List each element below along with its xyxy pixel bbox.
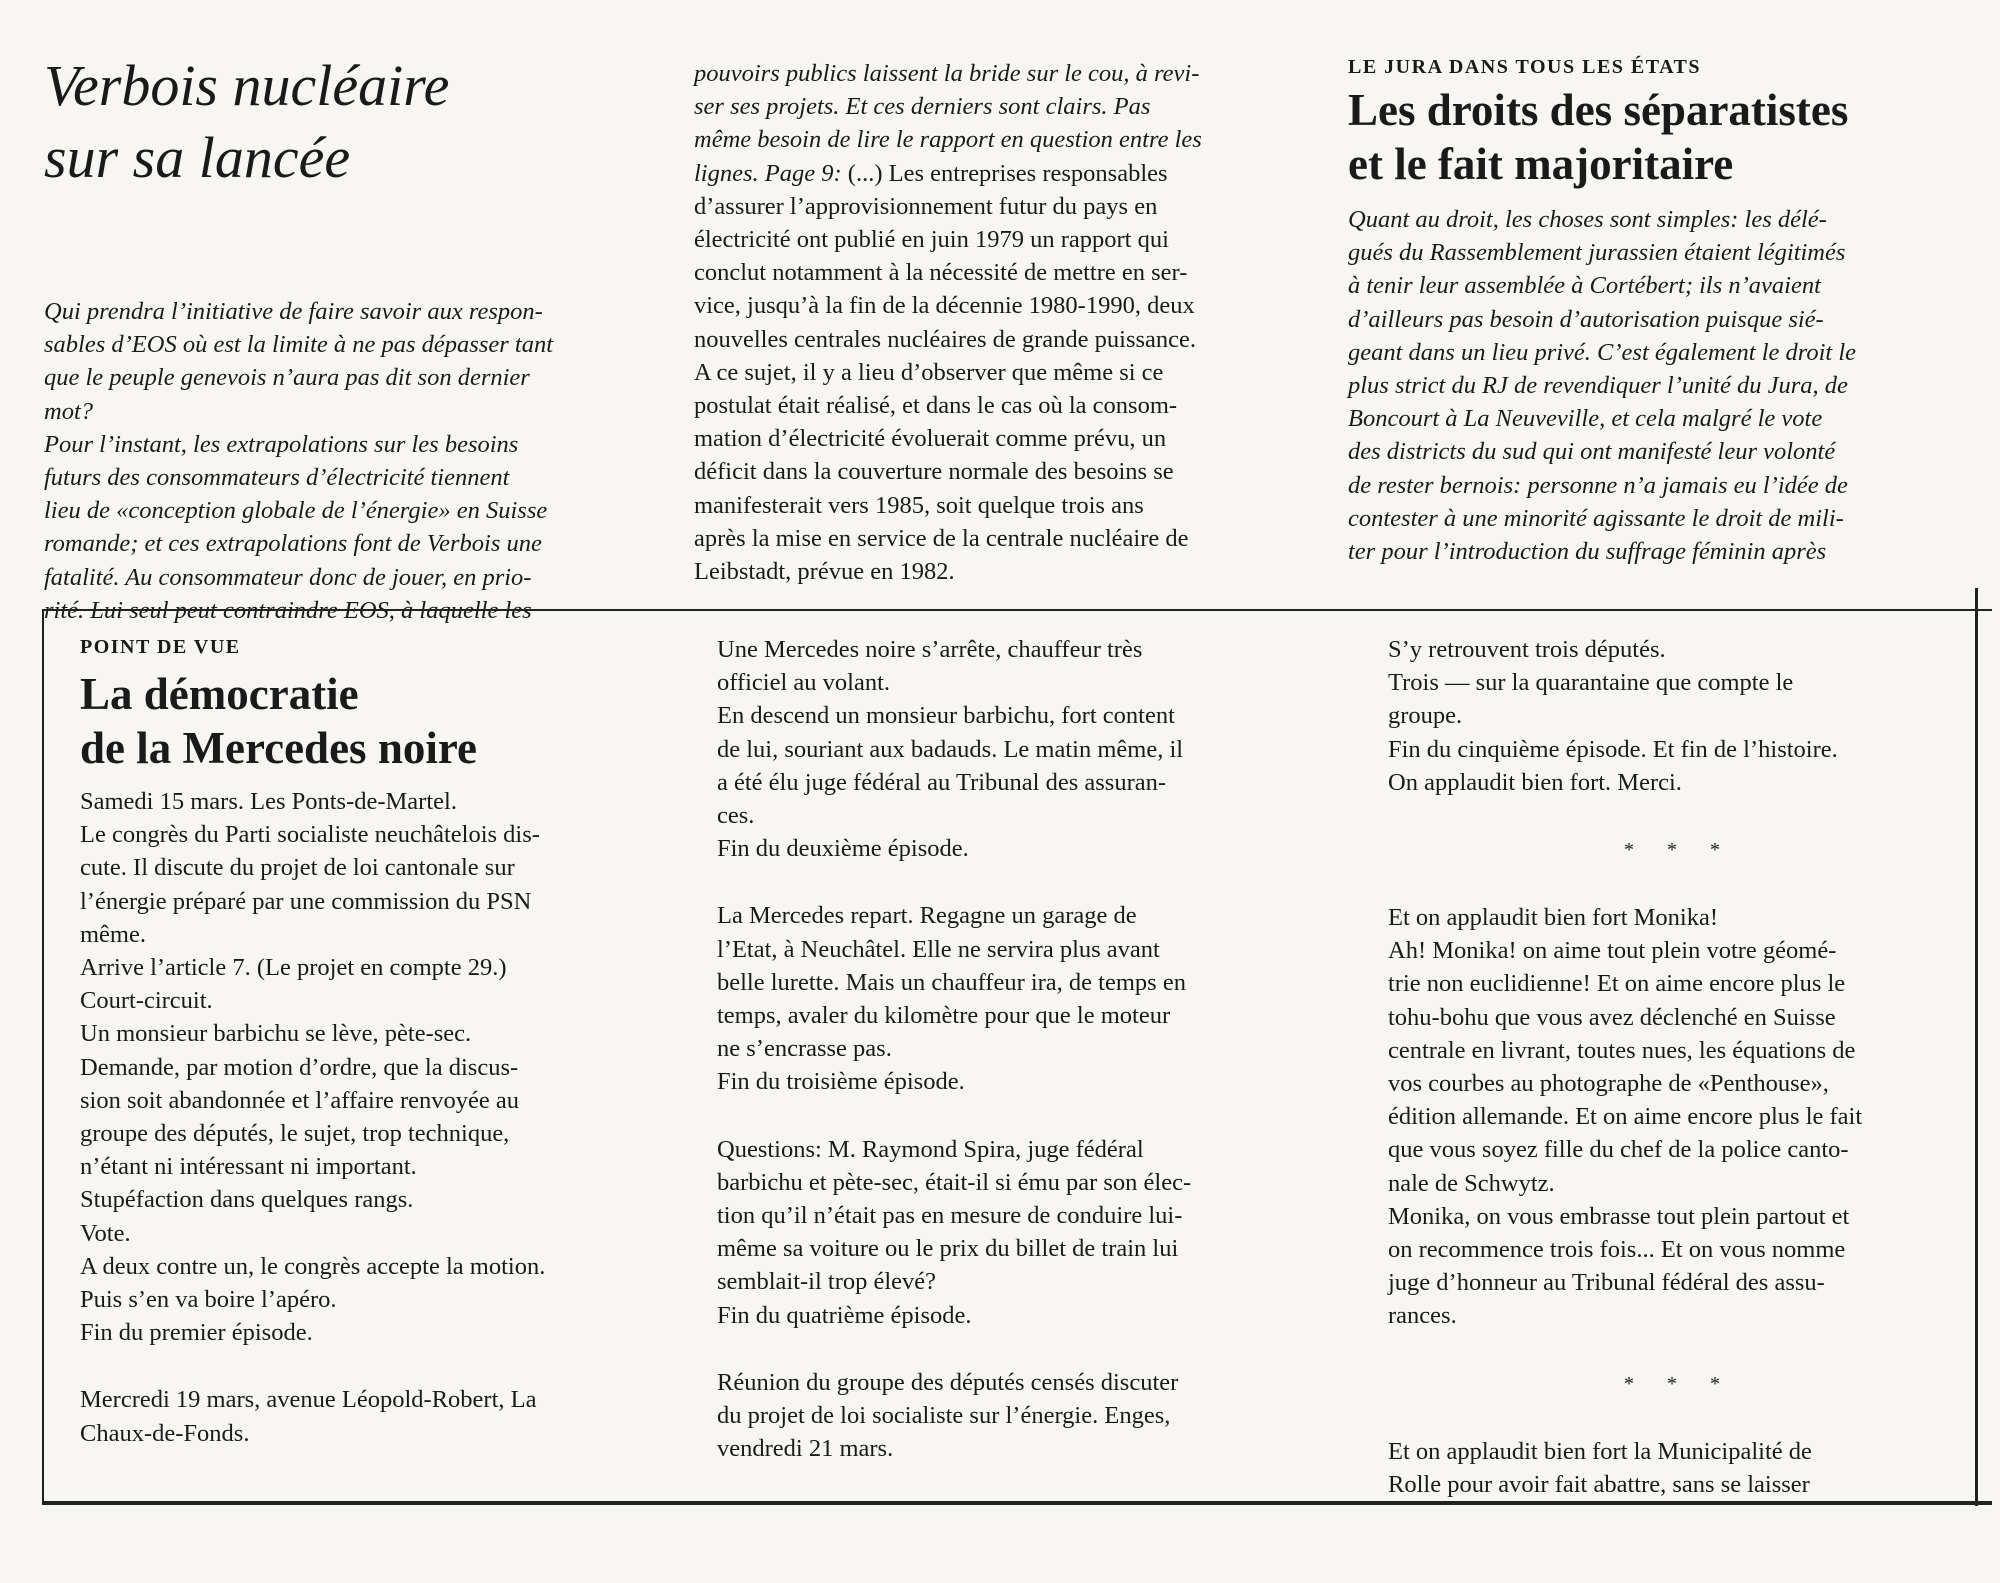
article1-column2 bbox=[694, 57, 1311, 588]
text-line: En descend un monsieur barbichu, fort content bbox=[717, 702, 1175, 730]
text-line: Leibstadt, prévue en 1982. bbox=[694, 558, 955, 586]
text-line: Une Mercedes noire s’arrête, chauffeur très bbox=[717, 636, 1143, 663]
text-line: Puis s’en va boire l’apéro. bbox=[80, 1286, 337, 1314]
text-line: Le congrès du Parti socialiste neuchâtelois dis- bbox=[80, 821, 540, 849]
article3-title-line2: de la Mercedes noire bbox=[80, 723, 477, 773]
text-line: Demande, par motion d’ordre, que la discus- bbox=[80, 1053, 519, 1081]
text-line: Qui prendra l’initiative de faire savoir aux respon- bbox=[44, 298, 543, 325]
text-line: de rester bernois: personne n’a jamais eu l’idée de bbox=[1348, 471, 1848, 499]
text-line: Vote. bbox=[80, 1219, 131, 1247]
text-line: A deux contre un, le congrès accepte la motion. bbox=[80, 1252, 546, 1280]
text-line: Réunion du groupe des députés censés discuter bbox=[717, 1368, 1179, 1396]
text-line: barbichu et pète-sec, était-il si ému par son élec- bbox=[717, 1168, 1192, 1196]
text-line: à tenir leur assemblée à Cortébert; ils n’avaient bbox=[1348, 272, 1821, 300]
article1-body bbox=[44, 295, 660, 627]
article2-title-line2: et le fait majoritaire bbox=[1348, 139, 1734, 189]
text-line: La Mercedes repart. Regagne un garage de bbox=[717, 902, 1137, 930]
text-line: Chaux-de-Fonds. bbox=[80, 1419, 250, 1447]
text-line: A ce sujet, il y a lieu d’observer que même si ce bbox=[694, 358, 1164, 386]
text-line: Samedi 15 mars. Les Ponts-de-Martel. bbox=[80, 788, 457, 815]
article2-kicker: LE JURA DANS TOUS LES ÉTATS bbox=[1348, 56, 1702, 78]
text-line: fatalité. Au consommateur donc de jouer, en prio- bbox=[44, 563, 532, 591]
text-line: groupe. bbox=[1388, 702, 1463, 730]
text-line: vice, jusqu’à la fin de la décennie 1980-1990, deux bbox=[694, 292, 1195, 320]
text-line: ne s’encrasse pas. bbox=[717, 1035, 892, 1063]
text-line: pouvoirs publics laissent la bride sur le cou, à revi- bbox=[694, 60, 1200, 87]
article2-body bbox=[1348, 203, 1962, 568]
text-line: ter pour l’introduction du suffrage féminin après bbox=[1348, 538, 1827, 566]
text-line: Fin du deuxième épisode. bbox=[717, 835, 969, 863]
text-line: Ah! Monika! on aime tout plein votre géomé- bbox=[1388, 937, 1837, 965]
text-line: rité. Lui seul peut contraindre EOS, à laquelle les bbox=[44, 596, 532, 624]
text-line: Un monsieur barbichu se lève, pète-sec. bbox=[80, 1020, 472, 1048]
text-line: d’ailleurs pas besoin d’autorisation puisque sié- bbox=[1348, 305, 1824, 333]
text-line: lieu de «conception globale de l’énergie» en Suisse bbox=[44, 497, 548, 525]
text-line: gués du Rassemblement jurassien étaient légitimés bbox=[1348, 239, 1846, 267]
section-separator: * * * bbox=[1624, 839, 1734, 862]
text-line: Fin du troisième épisode. bbox=[717, 1068, 965, 1096]
text-line: geant dans un lieu privé. C’est également le droit le bbox=[1348, 338, 1857, 366]
text-line: l’Etat, à Neuchâtel. Elle ne servira plus avant bbox=[717, 935, 1160, 963]
text-line: Fin du quatrième épisode. bbox=[717, 1301, 972, 1329]
article1-title-line2: sur sa lancée bbox=[44, 125, 351, 190]
text-line: n’étant ni intéressant ni important. bbox=[80, 1153, 417, 1181]
text-line: Questions: M. Raymond Spira, juge fédéral bbox=[717, 1135, 1144, 1163]
text-line: sables d’EOS où est la limite à ne pas dépasser tant bbox=[44, 331, 554, 359]
text-line: d’assurer l’approvisionnement futur du pays en bbox=[694, 192, 1158, 220]
text-line: juge d’honneur au Tribunal fédéral des assu- bbox=[1388, 1269, 1825, 1297]
text-line: On applaudit bien fort. Merci. bbox=[1388, 768, 1682, 796]
text-line: ces. bbox=[717, 802, 755, 830]
article1-title bbox=[44, 50, 660, 194]
text-line: Stupéfaction dans quelques rangs. bbox=[80, 1186, 414, 1214]
text-line: même besoin de lire le rapport en question entre les bbox=[694, 126, 1202, 154]
text-line: semblait-il trop élevé? bbox=[717, 1268, 937, 1296]
text-line: a été élu juge fédéral au Tribunal des assuran- bbox=[717, 768, 1167, 796]
text-roman: (...) Les entreprises responsables bbox=[841, 159, 1168, 187]
text-line: que vous soyez fille du chef de la police canto- bbox=[1388, 1136, 1849, 1164]
text-line: postulat était réalisé, et dans le cas où la consom- bbox=[694, 392, 1178, 420]
article2 bbox=[1348, 56, 1962, 568]
text-line: trie non euclidienne! Et on aime encore plus le bbox=[1388, 970, 1846, 998]
text-line: S’y retrouvent trois députés. bbox=[1388, 636, 1666, 663]
text-line: tion qu’il n’était pas en mesure de conduire lui- bbox=[717, 1202, 1183, 1230]
article3-column2 bbox=[717, 633, 1297, 1465]
text-line: Et on applaudit bien fort la Municipalité de bbox=[1388, 1437, 1812, 1465]
text-line: manifesterait vers 1985, soit quelque trois ans bbox=[694, 491, 1144, 519]
article3-kicker: POINT DE VUE bbox=[80, 636, 241, 658]
text-line: de lui, souriant aux badauds. Le matin même, il bbox=[717, 735, 1184, 763]
text-line: Rolle pour avoir fait abattre, sans se laisser bbox=[1388, 1470, 1810, 1498]
text-line: on recommence trois fois... Et on vous nomme bbox=[1388, 1236, 1846, 1264]
text-line: rances. bbox=[1388, 1302, 1457, 1330]
text-line: Court-circuit. bbox=[80, 987, 213, 1015]
text-line: édition allemande. Et on aime encore plus le fait bbox=[1388, 1103, 1863, 1131]
text-line: nouvelles centrales nucléaires de grande puissance. bbox=[694, 325, 1197, 353]
text-line: cute. Il discute du projet de loi cantonale sur bbox=[80, 854, 515, 882]
text-line: vos courbes au photographe de «Penthouse», bbox=[1388, 1070, 1829, 1098]
text-line: Arrive l’article 7. (Le projet en compte 29.) bbox=[80, 954, 507, 982]
text-line: après la mise en service de la centrale nucléaire de bbox=[694, 524, 1189, 552]
text-line bbox=[694, 157, 1311, 190]
text-line: que le peuple genevois n’aura pas dit son dernier bbox=[44, 364, 530, 392]
section-separator: * * * bbox=[1624, 1372, 1734, 1395]
article1-column1 bbox=[44, 50, 660, 627]
article3-title-line1: La démocratie bbox=[80, 669, 359, 719]
text-line: romande; et ces extrapolations font de Verbois une bbox=[44, 530, 542, 558]
text-line: Boncourt à La Neuveville, et cela malgré le vote bbox=[1348, 405, 1823, 433]
text-line: mot? bbox=[44, 397, 93, 425]
article3-column3 bbox=[1388, 633, 1970, 1501]
text-line: plus strict du RJ de revendiquer l’unité du Jura, de bbox=[1348, 372, 1848, 400]
text-line: conclut notamment à la nécessité de mettre en ser- bbox=[694, 259, 1188, 287]
text-line: du projet de loi socialiste sur l’énergie. Enges, bbox=[717, 1402, 1171, 1430]
text-line: contester à une minorité agissante le droit de mili- bbox=[1348, 504, 1844, 532]
article3-column1 bbox=[80, 636, 662, 1450]
text-line: des districts du sud qui ont manifesté leur volonté bbox=[1348, 438, 1836, 466]
text-line: tohu-bohu que vous avez déclenché en Suisse bbox=[1388, 1003, 1836, 1031]
text-line: l’énergie préparé par une commission du PSN bbox=[80, 887, 532, 915]
text-line: Fin du premier épisode. bbox=[80, 1319, 313, 1347]
article3-frame-right-rule bbox=[1975, 588, 1978, 1506]
text-line: sion soit abandonnée et l’affaire renvoyée au bbox=[80, 1086, 520, 1114]
text-line: Quant au droit, les choses sont simples: les délé- bbox=[1348, 206, 1827, 233]
text-line: officiel au volant. bbox=[717, 669, 891, 697]
text-line: Pour l’instant, les extrapolations sur les besoins bbox=[44, 430, 519, 458]
text-line: Et on applaudit bien fort Monika! bbox=[1388, 904, 1718, 932]
text-line: temps, avaler du kilomètre pour que le moteur bbox=[717, 1002, 1171, 1030]
text-line: nale de Schwytz. bbox=[1388, 1169, 1555, 1197]
text-line: vendredi 21 mars. bbox=[717, 1435, 894, 1463]
text-line: Mercredi 19 mars, avenue Léopold-Robert, La bbox=[80, 1386, 537, 1414]
text-line: groupe des députés, le sujet, trop technique, bbox=[80, 1120, 510, 1148]
text-line: centrale en livrant, toutes nues, les équations de bbox=[1388, 1036, 1856, 1064]
text-line: futurs des consommateurs d’électricité tiennent bbox=[44, 464, 510, 492]
text-line: ser ses projets. Et ces derniers sont clairs. Pas bbox=[694, 93, 1151, 121]
text-line: Fin du cinquième épisode. Et fin de l’histoire. bbox=[1388, 735, 1838, 763]
text-line: Trois — sur la quarantaine que compte le bbox=[1388, 669, 1794, 697]
text-italic: lignes. Page 9: bbox=[694, 159, 842, 187]
article2-title bbox=[1348, 83, 1962, 191]
text-line: Monika, on vous embrasse tout plein partout et bbox=[1388, 1202, 1850, 1230]
article3-title bbox=[80, 667, 662, 775]
article1-title-line1: Verbois nucléaire bbox=[44, 53, 450, 118]
text-line: déficit dans la couverture normale des besoins se bbox=[694, 458, 1174, 486]
text-line: même sa voiture ou le prix du billet de train lui bbox=[717, 1235, 1179, 1263]
text-line: belle lurette. Mais un chauffeur ira, de temps en bbox=[717, 968, 1186, 996]
text-line: mation d’électricité évoluerait comme prévu, un bbox=[694, 425, 1167, 453]
article2-title-line1: Les droits des séparatistes bbox=[1348, 85, 1849, 135]
text-line: même. bbox=[80, 920, 146, 948]
text-line: électricité ont publié en juin 1979 un rapport qui bbox=[694, 226, 1169, 254]
